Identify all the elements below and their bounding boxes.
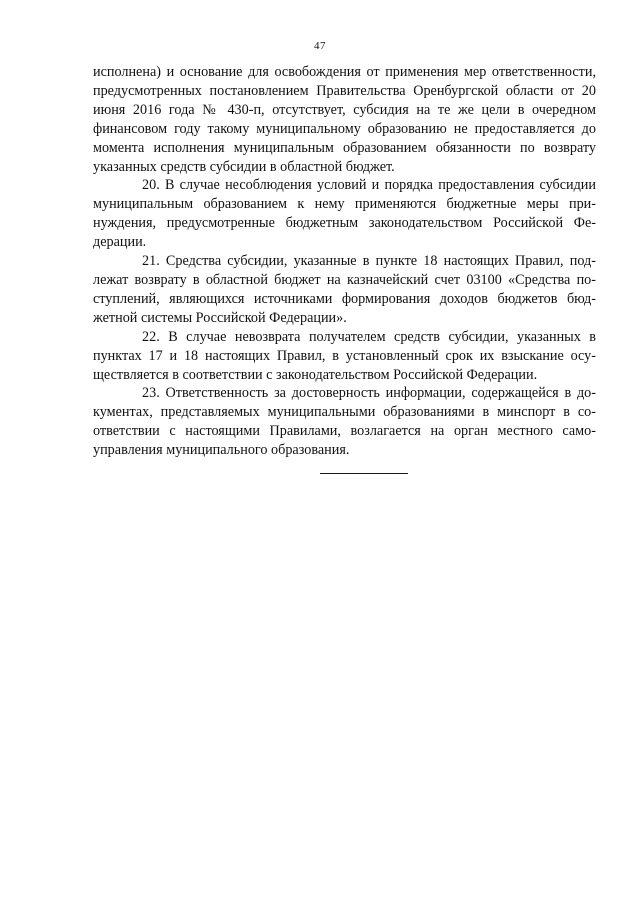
- paragraph-20: 20. В случае несоблюдения условий и порядка предоставления субсидии муниципальным образованием к нему применяются бюджетные меры принуждения, предусмотренные бюджетным законодательством Российской Федерации.: [93, 177, 596, 251]
- page-number: 47: [314, 40, 326, 52]
- paragraph-22: 22. В случае невозврата получателем средств субсидии, указанных в пунктах 17 и 18 настоящих Правил, в установленный срок их взыскание осуществляется в соответствии с законодательством Российской Федерации.: [93, 328, 596, 383]
- document-body: [93, 63, 596, 460]
- paragraph-23: 23. Ответственность за достоверность информации, содержащейся в документах, представляемых муниципальными образованиями в минспорт в соответствии с настоящими Правилами, возлагается на орган местного самоуправления муниципального образования.: [93, 385, 596, 459]
- paragraph-19-continuation: исполнена) и основание для освобождения от применения мер ответственности, предусмотренных постановлением Правительства Оренбургской области от 20 июня 2016 года № 430-п, отсутствует, субсидия на те же цели в очередном финансовом году такому муниципальному образованию не предоставляется до момента исполнения муниципальным образованием обязанности по возврату указанных средств субсидии в областной бюджет.: [93, 64, 596, 175]
- paragraph-21: 21. Средства субсидии, указанные в пункте 18 настоящих Правил, подлежат возврату в областной бюджет на казначейский счет 03100 «Средства поступлений, являющихся источниками формирования доходов бюджетов бюджетной системы Российской Федерации».: [93, 253, 596, 326]
- end-of-document-rule: [320, 473, 408, 474]
